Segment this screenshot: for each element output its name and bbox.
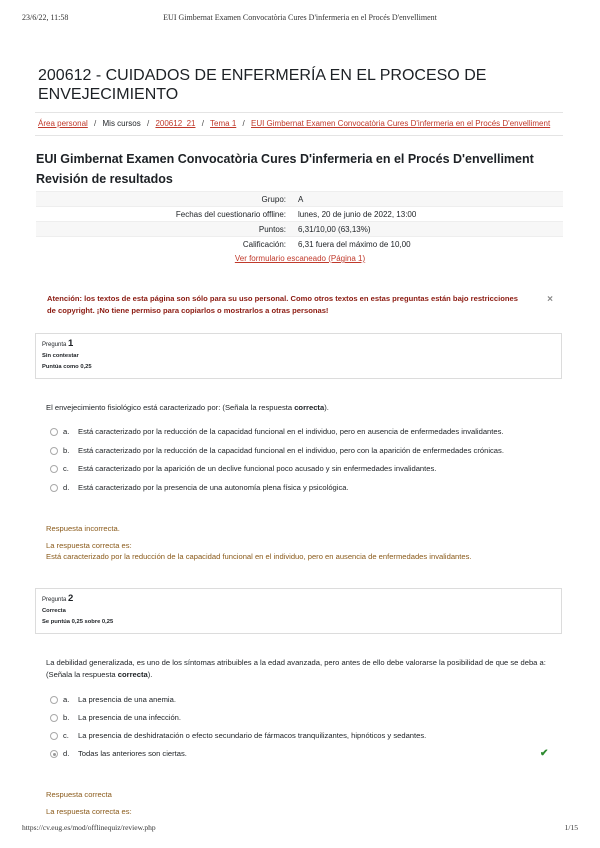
breadcrumb-area-personal[interactable]: Área personal [38,119,88,128]
question-1-text [46,402,556,414]
q1-answer-b[interactable] [50,444,560,458]
question-1-info [35,333,562,379]
summary-value: 6,31 fuera del máximo de 10,00 [298,240,411,249]
question-number-value: 1 [68,338,74,349]
page-title: 200612 - CUIDADOS DE ENFERMERÍA EN EL PROCESO DE ENVEJECIMIENTO [38,67,487,103]
q2-answer-d[interactable] [50,747,560,761]
question-status: Correcta [42,608,66,614]
question-score: Se puntúa 0,25 sobre 0,25 [42,619,114,625]
breadcrumb-separator: / [94,119,97,128]
q1-feedback: Respuesta incorrecta. [46,524,120,533]
question-text: La debilidad generalizada, es uno de los síntomas atribuibles a la edad avanzada, pero antes de ello debe valorarse la posibilidad de que se deba a: (Señala la respuesta [46,658,546,679]
radio-button[interactable] [50,447,58,455]
answer-text: Está caracterizado por la aparición de un declive funcional poco acusado y sin enfermedades invalidantes. [78,464,437,473]
answer-text: Está caracterizado por la presencia de una autonomía plena física y psicológica. [78,483,349,492]
q1-correct-answer: Está caracterizado por la reducción de la capacidad funcional en el individuo, pero en ausencia de enfermedades invalidantes. [46,552,472,561]
question-2-text [46,657,556,681]
question-prefix: Pregunta [42,342,67,348]
question-text-bold: correcta [294,403,325,412]
breadcrumb-tema[interactable]: Tema 1 [210,119,237,128]
quiz-heading: EUI Gimbernat Examen Convocatòria Cures D'infermeria en el Procés D'envelliment [36,152,534,166]
answer-letter: a. [63,695,70,704]
answer-letter: b. [63,713,70,722]
breadcrumb-separator: / [242,119,245,128]
answer-text: Todas las anteriores son ciertas. [78,749,187,758]
close-icon[interactable]: × [547,294,553,305]
print-url: https://cv.eug.es/mod/offlinequiz/review.php [22,823,156,832]
q1-answer-a[interactable] [50,425,560,439]
q2-answer-c[interactable] [50,729,560,743]
print-title: EUI Gimbernat Examen Convocatòria Cures D'infermeria en el Procés D'envelliment [163,13,437,22]
summary-row-points [36,221,563,236]
answer-letter: d. [63,749,70,758]
print-page-number: 1/15 [564,823,578,832]
radio-button-selected[interactable] [50,750,58,758]
checkmark-icon: ✔ [540,748,549,759]
print-header [22,13,578,25]
q1-answer-d[interactable] [50,481,560,495]
answer-letter: d. [63,483,70,492]
question-text-bold: correcta [117,670,148,679]
breadcrumb-quiz[interactable]: EUI Gimbernat Examen Convocatòria Cures D'infermeria en el Procés D'envelliment [250,119,551,128]
copyright-alert [36,284,563,324]
answer-text: Está caracterizado por la reducción de la capacidad funcional en el individuo, pero en ausencia de enfermedades invalidantes. [78,427,504,436]
q1-correct-label: La respuesta correcta es: [46,541,132,550]
radio-button[interactable] [50,696,58,704]
answer-text: Está caracterizado por la reducción de la capacidad funcional en el individuo, pero con la aparición de enfermedades crónicas. [78,446,504,455]
summary-row-group [36,191,563,206]
print-date: 23/6/22, 11:58 [22,13,69,22]
radio-button[interactable] [50,465,58,473]
summary-label: Puntos: [258,225,286,234]
radio-button[interactable] [50,714,58,722]
q2-answer-a[interactable] [50,693,560,707]
question-status: Sin contestar [42,353,79,359]
question-text-end: ). [324,403,329,412]
scan-link-wrap [0,254,600,263]
question-number-value: 2 [68,593,74,604]
question-number [42,593,555,606]
summary-row-grade [36,236,563,251]
radio-button[interactable] [50,484,58,492]
answer-letter: c. [63,464,69,473]
q2-answer-b[interactable] [50,711,560,725]
answer-text: La presencia de una infección. [78,713,182,722]
summary-label: Calificación: [242,240,286,249]
scanned-form-link[interactable]: Ver formulario escaneado (Página 1) [234,254,366,263]
question-score: Puntúa como 0,25 [42,364,92,370]
question-prefix: Pregunta [42,597,67,603]
summary-value: A [298,195,304,204]
answer-letter: c. [63,731,69,740]
question-number [42,338,555,351]
answer-letter: b. [63,446,70,455]
answer-letter: a. [63,427,70,436]
breadcrumb-mis-cursos[interactable]: Mis cursos [102,119,141,128]
question-2-info [35,588,562,634]
breadcrumb [35,112,563,136]
q2-correct-label: La respuesta correcta es: [46,807,132,816]
breadcrumb-course[interactable]: 200612_21 [155,119,196,128]
q2-feedback: Respuesta correcta [46,790,112,799]
print-footer [22,823,578,835]
summary-value: lunes, 20 de junio de 2022, 13:00 [298,210,417,219]
breadcrumb-separator: / [201,119,204,128]
summary-value: 6,31/10,00 (63,13%) [298,225,371,234]
answer-text: La presencia de una anemia. [78,695,176,704]
summary-row-dates [36,206,563,221]
quiz-subheading: Revisión de resultados [36,172,173,186]
breadcrumb-separator: / [146,119,150,128]
radio-button[interactable] [50,428,58,436]
review-summary-table [36,191,563,251]
alert-text: Atención: los textos de esta página son sólo para su uso personal. Como otros textos en estas preguntas están bajo restricciones de copyright. ¡No tiene permiso para copiarlos o mostrarlos a otras personas! [47,294,518,315]
question-text: El envejecimiento fisiológico está caracterizado por: (Señala la respuesta [46,403,295,412]
radio-button[interactable] [50,732,58,740]
summary-label: Grupo: [261,195,286,204]
q1-answer-c[interactable] [50,462,560,476]
summary-label: Fechas del cuestionario offline: [175,210,286,219]
answer-text: La presencia de deshidratación o efecto secundario de fármacos tranquilizantes, hipnóticos y sedantes. [78,731,427,740]
question-text-end: ). [147,670,153,679]
